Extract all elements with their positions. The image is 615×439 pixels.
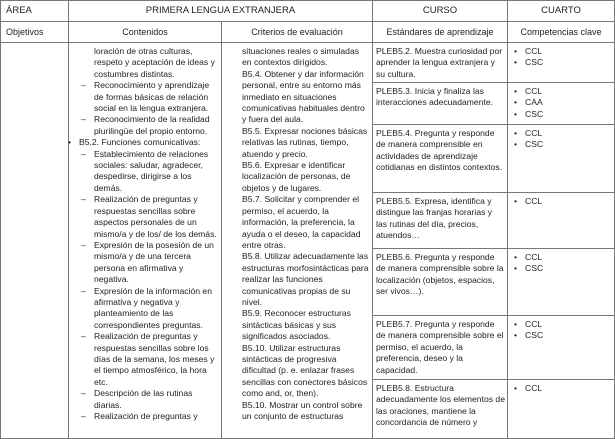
estandar-text: PLEB5.5. Expresa, identifica y distingue las franjas horarias y las rutinas del día, precios, atuendos… (376, 196, 493, 241)
estandar-text: PLEB5.2. Muestra curiosidad por aprender la lengua extranjera y su cultura. (376, 46, 503, 79)
rule-std-5 (372, 315, 615, 316)
rule-col-4 (507, 0, 508, 439)
rule-std-4 (372, 248, 615, 249)
criterio-text: B5.9. Reconocer estructuras sintácticas básicas y sus significados asociados. (242, 308, 351, 342)
criterio-text: B5.5. Expresar nociones básicas relativas las rutinas, tiempo, atuendo y precio. (242, 125, 368, 159)
competencias-group (512, 196, 612, 207)
estandar-text: PLEB5.8. Estructura adecuadamente los elementos de las oraciones, mantiene la concordancia de número y (376, 383, 505, 428)
competencia-item: • CCL (512, 252, 612, 263)
competencia-item: • CCL (512, 319, 612, 330)
rule-col-2 (221, 21, 222, 439)
rule-std-1 (372, 82, 615, 83)
contenidos-item: – Reconocimiento y aprendizaje de formas básicas de relación social en la lengua extranjera. (79, 80, 219, 114)
col-estandares: Estándares de aprendizaje (386, 27, 494, 37)
contenidos-item: – Realización de preguntas y respuestas sencillas sobre aspectos personales de un mismo/a y de los/ de los demás. (79, 194, 219, 240)
rule-std-2 (372, 124, 615, 125)
competencias-group (512, 128, 612, 151)
rule-std-3 (372, 192, 615, 193)
contenidos-item: – Descripción de las rutinas diarias. (79, 388, 219, 411)
curso-label: CURSO (422, 5, 458, 16)
contenidos-item: – Expresión de la posesión de un mismo/a y de una tercera persona en afirmativa y negativa. (79, 240, 219, 286)
estandar-text: PLEB5.7. Pregunta y responde de manera comprensible sobre el permiso, el acuerdo, la preferencia, deseo y la capacidad. (376, 319, 504, 375)
subject-title: PRIMERA LENGUA EXTRANJERA (145, 5, 296, 16)
criterio-text: B5.4. Obtener y dar información personal, entre su entorno más inmediato en situaciones comunicativas habituales dentro y fuera del aula. (242, 68, 365, 125)
criterio-text: B5.6. Expresar e identificar localización de personas, de objetos y de lugares. (242, 160, 351, 193)
competencia-item: • CCL (512, 86, 612, 97)
competencia-item: • CSC (512, 263, 612, 274)
competencia-item: • CSC (512, 57, 612, 68)
criterio-text: situaciones reales o simuladas en contextos dirigidos. (242, 46, 360, 68)
col-contenidos: Contenidos (122, 27, 168, 37)
contenidos-item: – Realización de preguntas y (79, 411, 219, 422)
competencia-item: • CCL (512, 128, 612, 139)
competencia-item: • CSC (512, 139, 612, 150)
criterios-cell (242, 46, 369, 422)
contenidos-cell (79, 46, 219, 422)
criterio-text: B5.10. Utilizar estructuras sintácticas de progresiva dificultad (p. e. enlazar frases sencillas con conectores básicos como and, or, then). (242, 342, 368, 399)
col-criterios: Criterios de evaluación (251, 27, 343, 37)
competencia-item: • CSC (512, 330, 612, 341)
contenidos-item: – Realización de preguntas y respuestas sencillas sobre los días de la semana, los meses y el tiempo atmosférico, la hora etc. (79, 331, 219, 388)
competencias-group (512, 46, 612, 69)
competencia-item: • CCL (512, 46, 612, 57)
competencias-group (512, 383, 612, 394)
rule-std-6 (372, 379, 615, 380)
criterio-text: B5.10. Mostrar un control sobre un conjunto de estructuras (242, 399, 363, 421)
contenidos-item: – Expresión de la información en afirmativa y negativa y planteamiento de las correspondientes preguntas. (79, 286, 219, 332)
contenidos-item: – Establecimiento de relaciones sociales: saludar, agradecer, despedirse, dirigirse a los demás. (79, 149, 219, 195)
competencias-group (512, 319, 612, 342)
criterio-text: B5.7. Solicitar y comprender el permiso, el acuerdo, la información, la preferencia, la ayuda o el deseo, la capacidad entre otras. (242, 194, 361, 250)
contenidos-item: – Reconocimiento de la realidad plurilingüe del propio entorno. (79, 114, 219, 137)
contenidos-continuation: loración de otras culturas, respeto y aceptación de ideas y costumbres distintas. (94, 46, 215, 79)
competencias-group (512, 86, 612, 120)
criterio-text: B5.8. Utilizar adecuadamente las estructuras morfosintácticas para realizar las funciones comunicativas propias de su nivel. (242, 251, 369, 307)
rule-colheads (0, 42, 615, 43)
rule-header (0, 21, 615, 22)
rule-left (0, 0, 1, 439)
rule-col-1 (68, 0, 69, 439)
estandar-text: PLEB5.4. Pregunta y responde de manera comprensible en actividades de aprendizaje cotidianas en distintos contextos. (376, 128, 503, 173)
competencia-item: • CCL (512, 196, 612, 207)
rule-col-3 (372, 0, 373, 439)
estandar-text: PLEB5.3. Inicia y finaliza las interacciones adecuadamente. (376, 86, 494, 108)
competencia-item: • CCL (512, 383, 612, 394)
contenidos-b52: • B5.2. Funciones comunicativas: (66, 137, 219, 148)
competencia-item: • CAA (512, 97, 612, 108)
competencias-group (512, 252, 612, 275)
rule-top (0, 0, 615, 1)
estandar-text: PLEB5.6. Pregunta y responde de manera comprensible sobre la localización (objetos, espacios, ser vivos…). (376, 252, 504, 297)
area-label: ÁREA (6, 5, 32, 16)
curso-value: CUARTO (541, 5, 581, 16)
competencia-item: • CSC (512, 109, 612, 120)
col-objetivos: Objetivos (6, 27, 44, 37)
col-competencias: Competencias clave (520, 27, 602, 37)
